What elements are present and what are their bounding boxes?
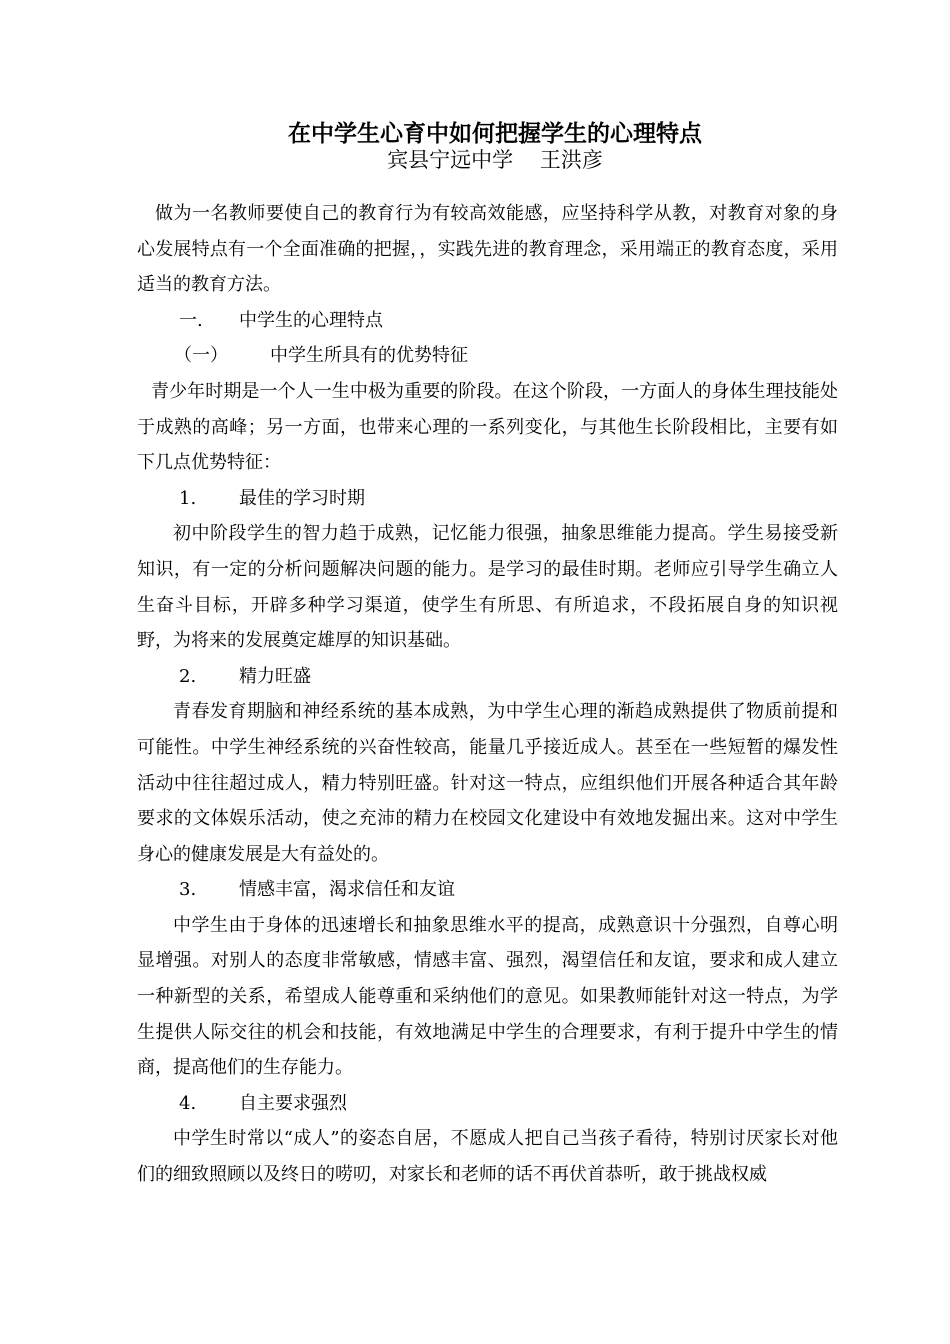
item-heading	[137, 1086, 838, 1122]
item-paragraph: 中学生由于身体的迅速增长和抽象思维水平的提高，成熟意识十分强烈，自尊心明显增强。对别人的态度非常敏感，情感丰富、强烈，渴望信任和友谊，要求和成人建立一种新型的关系，希望成人能尊重和采纳他们的意见。如果教师能针对这一特点，为学生提供人际交往的机会和技能，有效地满足中学生的合理要求，有利于提升中学生的情商，提高他们的生存能力。	[137, 914, 838, 1079]
item-paragraph: 青春发育期脑和神经系统的基本成熟，为中学生心理的渐趋成熟提供了物质前提和可能性。中学生神经系统的兴奋性较高，能量几乎接近成人。甚至在一些短暂的爆发性活动中往往超过成人，精力特别旺盛。针对这一特点，应组织他们开展各种适合其年龄要求的文体娱乐活动，使之充沛的精力在校园文化建设中有效地发掘出来。这对中学生身心的健康发展是大有益处的。	[137, 701, 838, 865]
subsection-heading	[137, 338, 838, 374]
section-heading	[137, 303, 838, 339]
item-heading-text: 最佳的学习时期	[239, 487, 365, 509]
intro-paragraph: 做为一名教师要使自己的教育行为有较高效能感，应坚持科学从教，对教育对象的身心发展特点有一个全面准确的把握，，实践先进的教育理念，采用端正的教育态度，采用适当的教育方法。	[137, 203, 838, 296]
item-heading	[137, 872, 838, 908]
subsection-heading-text: 中学生所具有的优势特征	[270, 345, 468, 367]
item-number: 1.	[179, 487, 197, 509]
item-number: 2.	[179, 665, 197, 687]
item-heading	[137, 659, 838, 695]
document-body	[137, 196, 838, 1193]
section-number: 一.	[179, 309, 203, 331]
item-heading-text: 情感丰富，渴求信任和友谊	[239, 879, 455, 901]
item-number: 4.	[179, 1092, 197, 1114]
item-heading-text: 精力旺盛	[239, 665, 311, 687]
item-paragraph: 初中阶段学生的智力趋于成熟，记忆能力很强，抽象思维能力提高。学生易接受新知识，有一定的分析问题解决问题的能力。是学习的最佳时期。老师应引导学生确立人生奋斗目标，开辟多种学习渠道，使学生有所思、有所追求，不段拓展自身的知识视野，为将来的发展奠定雄厚的知识基础。	[137, 523, 838, 652]
subsection-number: （一）	[174, 345, 228, 367]
subsection-intro-paragraph: 青少年时期是一个人一生中极为重要的阶段。在这个阶段，一方面人的身体生理技能处于成熟的高峰；另一方面，也带来心理的一系列变化，与其他生长阶段相比，主要有如下几点优势特征：	[137, 380, 838, 474]
item-heading	[137, 481, 838, 517]
document-author: 宾县宁远中学 王洪彦	[387, 148, 603, 172]
document-title: 在中学生心育中如何把握学生的心理特点	[288, 120, 702, 147]
section-heading-text: 中学生的心理特点	[239, 309, 383, 331]
item-number: 3.	[179, 879, 197, 901]
item-paragraph: 中学生时常以“成人”的姿态自居，不愿成人把自己当孩子看待，特别讨厌家长对他们的细致照顾以及终日的唠叨，对家长和老师的话不再伏首恭听，敢于挑战权威	[137, 1128, 838, 1186]
item-heading-text: 自主要求强烈	[239, 1092, 347, 1114]
